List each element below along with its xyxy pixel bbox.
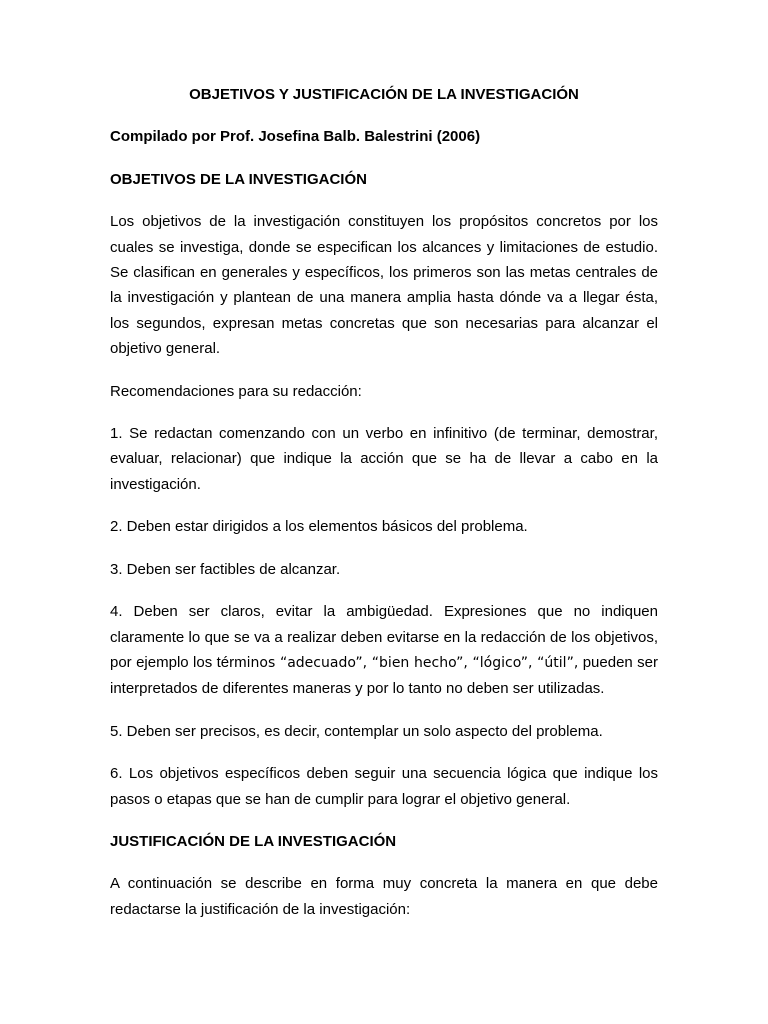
document-title: OBJETIVOS Y JUSTIFICACIÓN DE LA INVESTIGACIÓN <box>189 86 579 103</box>
list-item-4-examples: inos “adecuado”, “bien hecho”, “lógico”, “útil”, <box>246 654 579 671</box>
document-page <box>110 82 658 939</box>
list-item-1: 1. Se redactan comenzando con un verbo en infinitivo (de terminar, demostrar, evaluar, relacionar) que indique la acción que se ha de llevar a cabo en la investigación. <box>110 425 658 493</box>
list-item-5: 5. Deben ser precisos, es decir, contemplar un solo aspecto del problema. <box>110 722 603 740</box>
recommendations-intro: Recomendaciones para su redacción: <box>110 382 362 400</box>
list-item-6: 6. Los objetivos específicos deben seguir una secuencia lógica que indique los pasos o etapas que se han de cumplir para lograr el objetivo general. <box>110 765 658 808</box>
list-item-3: 3. Deben ser factibles de alcanzar. <box>110 560 341 578</box>
list-item-4 <box>110 599 658 702</box>
intro-paragraph: Los objetivos de la investigación constituyen los propósitos concretos por los cuales se investiga, donde se especifican los alcances y limitaciones de estudio. Se clasifican en generales y específicos, los primeros son las metas centrales de la investigación y plantean de una manera amplia hasta dónde va a llegar ésta, los segundos, expresan metas concretas que son necesarias para alcanzar el objetivo general. <box>110 213 658 358</box>
compiled-by: Compilado por Prof. Josefina Balb. Balestrini (2006) <box>110 128 481 146</box>
list-item-4-part-c: pueden ser interpretados de diferentes maneras y por lo tanto no deben ser utilizadas. <box>110 653 659 698</box>
list-item-2: 2. Deben estar dirigidos a los elementos básicos del problema. <box>110 518 528 536</box>
list-item-4-part-a: 4. Deben ser claros, evitar la ambigüedad. Expresiones que no indiquen claramente lo que se va a realizar deben evitarse en la redacción de los objetivos, por ejemplo los térm <box>110 603 658 671</box>
section-heading-objetivos: OBJETIVOS DE LA INVESTIGACIÓN <box>110 170 367 188</box>
justification-paragraph: A continuación se describe en forma muy concreta la manera en que debe redactarse la justificación de la investigación: <box>110 875 658 918</box>
section-heading-justificacion: JUSTIFICACIÓN DE LA INVESTIGACIÓN <box>110 832 397 850</box>
